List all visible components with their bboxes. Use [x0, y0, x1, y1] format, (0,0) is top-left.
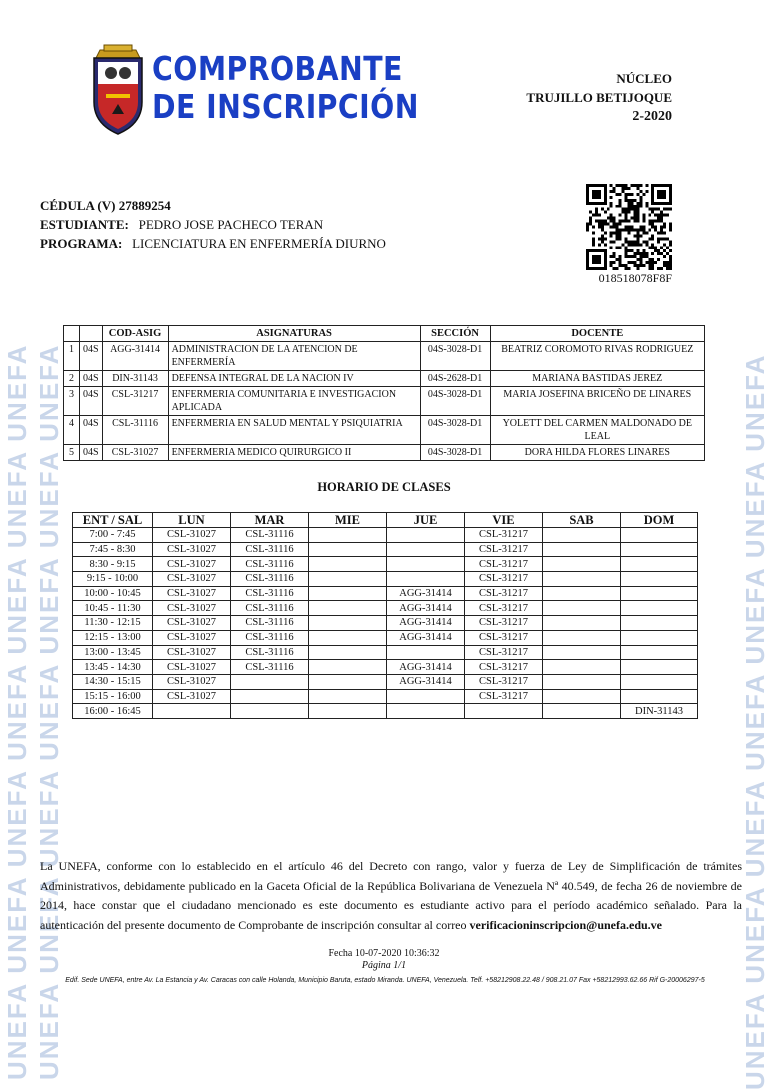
schedule-cell	[543, 704, 621, 719]
schedule-cell: AGG-31414	[387, 616, 465, 631]
schedule-cell: CSL-31217	[465, 601, 543, 616]
program-label: PROGRAMA:	[40, 236, 123, 251]
schedule-cell	[543, 586, 621, 601]
schedule-cell	[543, 660, 621, 675]
subject-cell: DEFENSA INTEGRAL DE LA NACION IV	[168, 371, 420, 387]
subject-cell: ENFERMERIA COMUNITARIA E INVESTIGACION APLICADA	[168, 387, 420, 416]
qr-code-text: 018518078F8F	[598, 271, 672, 285]
subjects-header: SECCIÓN	[420, 326, 490, 342]
schedule-row	[73, 557, 698, 572]
schedule-cell	[231, 689, 309, 704]
schedule-cell: 10:00 - 10:45	[73, 586, 153, 601]
subject-cell: 04S-3028-D1	[420, 445, 490, 461]
subject-cell: 1	[64, 342, 80, 371]
schedule-header: DOM	[621, 513, 698, 528]
schedule-header: JUE	[387, 513, 465, 528]
subject-row	[64, 416, 705, 445]
schedule-header: MAR	[231, 513, 309, 528]
schedule-cell	[621, 660, 698, 675]
subject-cell: ENFERMERIA EN SALUD MENTAL Y PSIQUIATRIA	[168, 416, 420, 445]
subject-cell: CSL-31116	[102, 416, 168, 445]
subject-cell: 04S	[80, 342, 103, 371]
subject-cell: 04S	[80, 416, 103, 445]
title-line-2: DE INSCRIPCIÓN	[152, 87, 419, 126]
schedule-cell: CSL-31027	[153, 542, 231, 557]
subject-cell: 04S-3028-D1	[420, 387, 490, 416]
nucleo-block	[526, 69, 672, 126]
schedule-cell: CSL-31116	[231, 528, 309, 543]
subjects-header: ASIGNATURAS	[168, 326, 420, 342]
verification-email[interactable]: verificacioninscripcion@unefa.edu.ve	[469, 917, 662, 932]
subject-cell: 5	[64, 445, 80, 461]
schedule-cell	[153, 704, 231, 719]
schedule-row	[73, 645, 698, 660]
subject-row	[64, 387, 705, 416]
schedule-cell: CSL-31116	[231, 630, 309, 645]
schedule-header: VIE	[465, 513, 543, 528]
subject-cell: 4	[64, 416, 80, 445]
schedule-cell: CSL-31027	[153, 689, 231, 704]
subject-cell: CSL-31027	[102, 445, 168, 461]
schedule-cell	[231, 674, 309, 689]
subject-row	[64, 371, 705, 387]
schedule-cell: CSL-31027	[153, 601, 231, 616]
watermark-text: UNEFA UNEFA UNEFA UNEFA UNEFA UNEFA UNEFA	[2, 343, 32, 1080]
subject-cell: AGG-31414	[102, 342, 168, 371]
schedule-row	[73, 586, 698, 601]
subject-cell: ENFERMERIA MEDICO QUIRURGICO II	[168, 445, 420, 461]
student-name: PEDRO JOSE PACHECO TERAN	[138, 217, 324, 232]
schedule-cell	[309, 586, 387, 601]
schedule-cell: CSL-31116	[231, 660, 309, 675]
schedule-cell: CSL-31027	[153, 572, 231, 587]
legal-text: La UNEFA, conforme con lo establecido en el artículo 46 del Decreto con rango, valor y fuerza de Ley de Simplificación de trámites Administrativos, debidamente publicado en la Gaceta Oficial de la República Bolivariana de Venezuela Nª 40.549, de fecha 26 de noviembre de 2014, hace constar que el ciudadano mencionado es este documento es estudiante activo para el período académico señalado. Para la autenticación del presente documento de Comprobante de inscripción consultar al correo	[40, 859, 742, 932]
schedule-cell: AGG-31414	[387, 586, 465, 601]
schedule-cell: CSL-31217	[465, 645, 543, 660]
footer-address: Edif. Sede UNEFA, entre Av. La Estancia y Av. Caracas con calle Holanda, Municipio Baruta, estado Miranda. UNEFA, Venezuela. Telf. +58212908.22.48 / 908.21.07 Fax +58212993.62.66 Rif G-20006297-5	[65, 977, 705, 984]
subject-cell: DIN-31143	[102, 371, 168, 387]
schedule-cell: CSL-31027	[153, 630, 231, 645]
schedule-cell: CSL-31116	[231, 557, 309, 572]
schedule-cell	[309, 630, 387, 645]
schedule-cell	[309, 542, 387, 557]
document-title	[152, 50, 419, 126]
schedule-row	[73, 674, 698, 689]
schedule-cell: CSL-31116	[231, 616, 309, 631]
legal-notice	[40, 857, 742, 935]
schedule-cell: 10:45 - 11:30	[73, 601, 153, 616]
schedule-cell	[621, 616, 698, 631]
schedule-row	[73, 704, 698, 719]
nucleo-label: NÚCLEO	[616, 71, 672, 86]
schedule-cell: CSL-31116	[231, 586, 309, 601]
subject-cell: 04S-2628-D1	[420, 371, 490, 387]
schedule-cell	[387, 645, 465, 660]
schedule-cell: 16:00 - 16:45	[73, 704, 153, 719]
subjects-table	[63, 325, 705, 461]
schedule-row	[73, 572, 698, 587]
schedule-cell	[543, 689, 621, 704]
schedule-cell	[543, 630, 621, 645]
subject-row	[64, 342, 705, 371]
qr-code	[586, 184, 672, 270]
schedule-cell	[621, 557, 698, 572]
schedule-header: MIE	[309, 513, 387, 528]
schedule-cell: CSL-31027	[153, 645, 231, 660]
schedule-cell	[465, 704, 543, 719]
subject-cell: BEATRIZ COROMOTO RIVAS RODRIGUEZ	[490, 342, 704, 371]
subject-row	[64, 445, 705, 461]
subjects-header: DOCENTE	[490, 326, 704, 342]
schedule-cell: CSL-31217	[465, 616, 543, 631]
subject-cell: YOLETT DEL CARMEN MALDONADO DE LEAL	[490, 416, 704, 445]
schedule-cell	[543, 601, 621, 616]
nucleo-name: TRUJILLO BETIJOQUE	[526, 90, 672, 105]
schedule-cell: 13:45 - 14:30	[73, 660, 153, 675]
schedule-cell: CSL-31027	[153, 586, 231, 601]
schedule-cell	[387, 528, 465, 543]
schedule-title: HORARIO DE CLASES	[317, 480, 451, 494]
page-number: Página 1/1	[361, 960, 407, 971]
schedule-cell: CSL-31217	[465, 586, 543, 601]
schedule-cell	[309, 660, 387, 675]
schedule-cell: CSL-31027	[153, 674, 231, 689]
schedule-row	[73, 528, 698, 543]
schedule-cell: CSL-31027	[153, 528, 231, 543]
footer-meta	[0, 948, 768, 972]
subject-cell: 04S	[80, 387, 103, 416]
schedule-cell	[309, 674, 387, 689]
schedule-cell: CSL-31027	[153, 660, 231, 675]
schedule-cell	[309, 557, 387, 572]
schedule-cell: DIN-31143	[621, 704, 698, 719]
schedule-cell: 12:15 - 13:00	[73, 630, 153, 645]
schedule-table	[72, 512, 698, 719]
schedule-cell: CSL-31116	[231, 645, 309, 660]
subject-cell: 04S	[80, 371, 103, 387]
schedule-cell	[543, 542, 621, 557]
subject-cell: MARIA JOSEFINA BRICEÑO DE LINARES	[490, 387, 704, 416]
schedule-cell	[309, 616, 387, 631]
watermark-strip-right	[738, 0, 770, 1090]
student-label: ESTUDIANTE:	[40, 217, 129, 232]
schedule-cell: 11:30 - 12:15	[73, 616, 153, 631]
schedule-cell	[387, 572, 465, 587]
schedule-cell: 8:30 - 9:15	[73, 557, 153, 572]
subject-cell: ADMINISTRACION DE LA ATENCION DE ENFERMERÍA	[168, 342, 420, 371]
schedule-row	[73, 601, 698, 616]
subject-cell: 04S-3028-D1	[420, 342, 490, 371]
schedule-cell	[543, 528, 621, 543]
schedule-header: LUN	[153, 513, 231, 528]
schedule-cell	[309, 689, 387, 704]
cedula: CÉDULA (V) 27889254	[40, 198, 171, 213]
schedule-cell	[543, 674, 621, 689]
schedule-cell	[621, 630, 698, 645]
schedule-header: ENT / SAL	[73, 513, 153, 528]
academic-period: 2-2020	[632, 109, 672, 124]
schedule-cell: AGG-31414	[387, 674, 465, 689]
schedule-cell	[621, 645, 698, 660]
schedule-cell	[387, 689, 465, 704]
schedule-cell	[309, 528, 387, 543]
schedule-cell: 15:15 - 16:00	[73, 689, 153, 704]
schedule-row	[73, 660, 698, 675]
schedule-cell: CSL-31217	[465, 528, 543, 543]
schedule-cell: CSL-31027	[153, 616, 231, 631]
schedule-cell	[231, 704, 309, 719]
schedule-cell: CSL-31217	[465, 630, 543, 645]
schedule-cell: CSL-31217	[465, 557, 543, 572]
schedule-row	[73, 542, 698, 557]
schedule-cell	[309, 601, 387, 616]
schedule-cell: 7:45 - 8:30	[73, 542, 153, 557]
schedule-cell: 9:15 - 10:00	[73, 572, 153, 587]
schedule-cell: 14:30 - 15:15	[73, 674, 153, 689]
subject-cell: 04S-3028-D1	[420, 416, 490, 445]
print-date: Fecha 10-07-2020 10:36:32	[328, 948, 440, 959]
schedule-cell	[621, 689, 698, 704]
schedule-cell	[543, 572, 621, 587]
schedule-cell: AGG-31414	[387, 660, 465, 675]
schedule-cell	[621, 601, 698, 616]
schedule-cell	[309, 572, 387, 587]
schedule-cell	[387, 542, 465, 557]
schedule-cell: AGG-31414	[387, 601, 465, 616]
schedule-cell: CSL-31217	[465, 572, 543, 587]
schedule-header: SAB	[543, 513, 621, 528]
unefa-shield-logo	[90, 44, 146, 136]
schedule-cell	[309, 704, 387, 719]
schedule-cell	[387, 704, 465, 719]
subject-cell: 04S	[80, 445, 103, 461]
schedule-cell: 13:00 - 13:45	[73, 645, 153, 660]
schedule-row	[73, 616, 698, 631]
schedule-cell: CSL-31217	[465, 689, 543, 704]
student-info	[40, 196, 386, 253]
schedule-cell	[543, 645, 621, 660]
schedule-cell: CSL-31217	[465, 660, 543, 675]
subject-cell: 2	[64, 371, 80, 387]
subjects-header	[80, 326, 103, 342]
schedule-cell: AGG-31414	[387, 630, 465, 645]
subject-cell: 3	[64, 387, 80, 416]
schedule-cell	[309, 645, 387, 660]
title-line-1: COMPROBANTE	[152, 49, 403, 88]
subject-cell: CSL-31217	[102, 387, 168, 416]
subjects-header: COD-ASIG	[102, 326, 168, 342]
subject-cell: MARIANA BASTIDAS JEREZ	[490, 371, 704, 387]
program-name: LICENCIATURA EN ENFERMERÍA DIURNO	[132, 236, 386, 251]
schedule-cell	[543, 557, 621, 572]
schedule-cell: CSL-31027	[153, 557, 231, 572]
schedule-cell	[621, 542, 698, 557]
schedule-cell: CSL-31116	[231, 601, 309, 616]
schedule-cell	[621, 572, 698, 587]
schedule-cell: CSL-31116	[231, 542, 309, 557]
schedule-cell	[621, 674, 698, 689]
schedule-cell	[621, 528, 698, 543]
schedule-cell	[387, 557, 465, 572]
schedule-row	[73, 630, 698, 645]
schedule-row	[73, 689, 698, 704]
schedule-cell: CSL-31217	[465, 542, 543, 557]
watermark-text: UNEFA UNEFA UNEFA UNEFA UNEFA UNEFA UNEFA	[34, 343, 64, 1080]
schedule-cell	[543, 616, 621, 631]
subject-cell: DORA HILDA FLORES LINARES	[490, 445, 704, 461]
schedule-cell	[621, 586, 698, 601]
schedule-cell: 7:00 - 7:45	[73, 528, 153, 543]
schedule-cell: CSL-31217	[465, 674, 543, 689]
watermark-text: UNEFA UNEFA UNEFA UNEFA UNEFA UNEFA UNEFA	[740, 353, 770, 1090]
subjects-header	[64, 326, 80, 342]
schedule-cell: CSL-31116	[231, 572, 309, 587]
